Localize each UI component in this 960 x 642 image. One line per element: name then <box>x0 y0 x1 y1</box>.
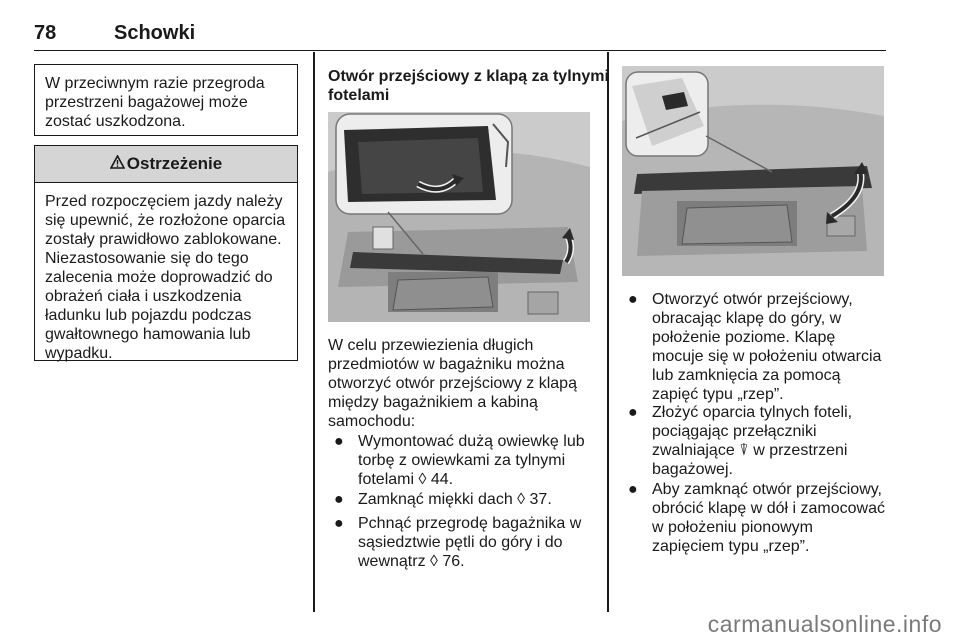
warning-line: ładunku lub pojazdu podczas <box>45 307 252 324</box>
heading-line: fotelami <box>328 87 390 104</box>
list-item <box>334 490 604 512</box>
bullet-line: torbę z owiewkami za tylnymi <box>358 452 566 469</box>
bullet-line: położenie poziome. Klapę <box>652 329 836 346</box>
list-item <box>334 432 604 492</box>
intro-line: samochodu: <box>328 413 416 430</box>
bullet-line: zapięć typu „rzep”. <box>652 386 784 403</box>
warning-box <box>34 145 298 361</box>
bullet-dot: ● <box>628 481 638 498</box>
warning-line: Przed rozpoczęciem jazdy należy <box>45 193 283 210</box>
page-number: 78 <box>34 22 57 44</box>
intro-line: W celu przewiezienia długich <box>328 337 534 354</box>
intro-line: między bagażnikiem a kabiną <box>328 394 538 411</box>
trunk-passthrough-illustration <box>328 112 590 322</box>
bullet-line: pociągając przełączniki <box>652 423 817 440</box>
list-item <box>628 403 898 483</box>
bullet-line: bagażowej. <box>652 461 733 478</box>
bullet-line: obrócić klapę w dół i zamocować <box>652 500 885 517</box>
warning-line: wypadku. <box>45 345 113 362</box>
bullet-line: zwalniające ⍒ w przestrzeni <box>652 442 848 459</box>
bullet-line: lub zamknięcia za pomocą <box>652 367 841 384</box>
section-title: Schowki <box>114 22 196 44</box>
watermark: carmanualsonline.info <box>707 611 942 637</box>
bullet-dot: ● <box>628 404 638 421</box>
list-item <box>628 480 898 560</box>
bullet-line: Pchnąć przegrodę bagażnika w <box>358 515 582 532</box>
bullet-line: mocuje się w położeniu otwarcia <box>652 348 882 365</box>
intro-paragraph <box>328 336 577 431</box>
bullet-line: sąsiedztwie pętli do góry i do <box>358 534 563 551</box>
bullet-line: Zamknąć miękki dach ◊ 37. <box>358 491 552 508</box>
bullet-line: fotelami ◊ 44. <box>358 471 454 488</box>
column-divider-1 <box>313 52 315 612</box>
bullet-line: w położeniu pionowym <box>652 519 813 536</box>
warning-line: zostały prawidłowo zablokowane. <box>45 231 282 248</box>
warning-triangle-icon <box>110 147 125 183</box>
page-header <box>34 14 886 51</box>
notice-line: W przeciwnym razie przegroda <box>45 75 265 92</box>
subsection-heading <box>328 67 609 105</box>
bullet-line: Aby zamknąć otwór przejściowy, <box>652 481 882 498</box>
warning-line: obrażeń ciała i uszkodzenia <box>45 288 242 305</box>
intro-line: przedmiotów w bagażniku można <box>328 356 565 373</box>
bullet-dot: ● <box>334 491 344 508</box>
notice-box <box>34 64 298 136</box>
warning-line: gwałtownego hamowania lub <box>45 326 251 343</box>
heading-line: Otwór przejściowy z klapą za tylnymi <box>328 68 609 85</box>
warning-line: zalecenia może doprowadzić do <box>45 269 273 286</box>
flap-open-illustration <box>622 66 884 276</box>
warning-header <box>35 146 297 183</box>
bullet-line: Wymontować dużą owiewkę lub <box>358 433 585 450</box>
bullet-dot: ● <box>334 433 344 450</box>
notice-line: zostać uszkodzona. <box>45 113 186 130</box>
warning-line: się upewnić, że rozłożone oparcia <box>45 212 286 229</box>
bullet-line: obracając klapę do góry, w <box>652 310 842 327</box>
list-item <box>628 290 898 410</box>
notice-line: przestrzeni bagażowej może <box>45 94 248 111</box>
intro-line: otworzyć otwór przejściowy z klapą <box>328 375 577 392</box>
bullet-dot: ● <box>334 515 344 532</box>
bullet-line: Otworzyć otwór przejściowy, <box>652 291 853 308</box>
bullet-line: zapięciem typu „rzep”. <box>652 538 810 555</box>
bullet-line: wewnątrz ◊ 76. <box>358 553 465 570</box>
warning-title: Ostrzeżenie <box>126 154 223 173</box>
bullet-dot: ● <box>628 291 638 308</box>
warning-line: Niezastosowanie się do tego <box>45 250 249 267</box>
list-item <box>334 514 604 574</box>
bullet-line: Złożyć oparcia tylnych foteli, <box>652 404 853 421</box>
column-divider-2 <box>607 52 609 612</box>
